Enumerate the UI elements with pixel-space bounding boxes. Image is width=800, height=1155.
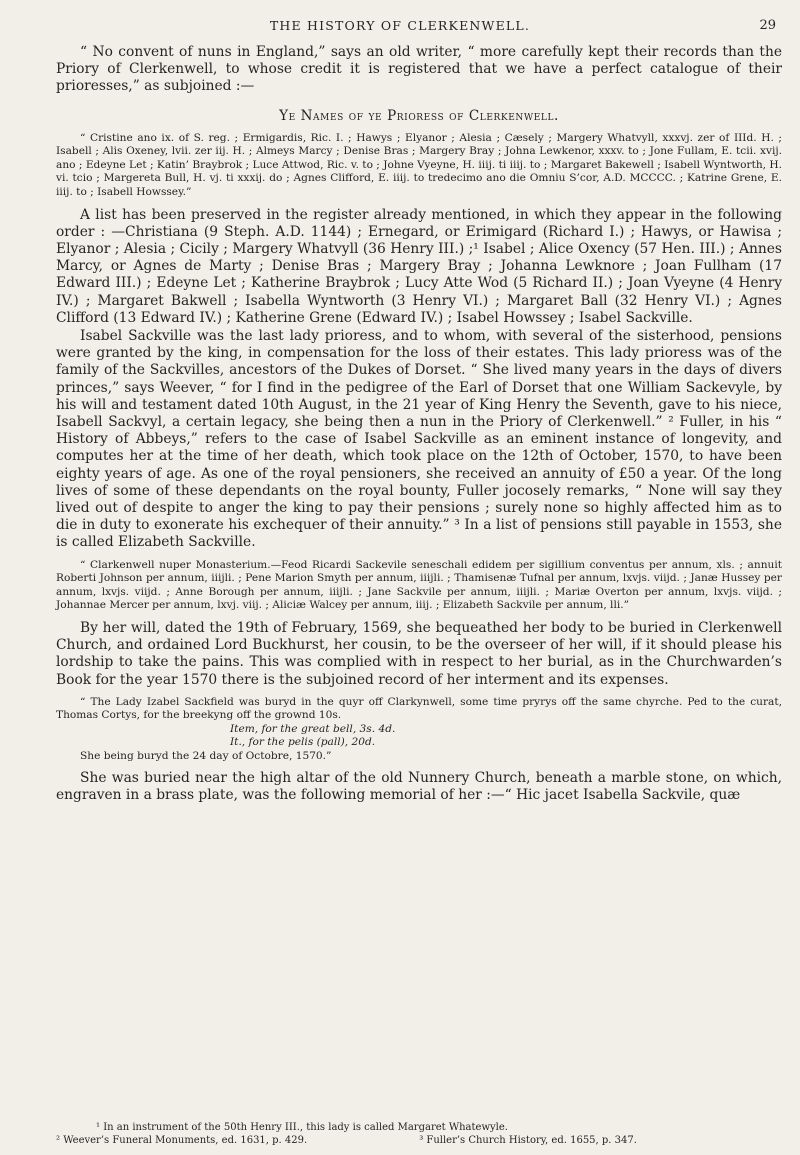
burial-record-end: She being buryd the 24 day of Octobre, 1570.” xyxy=(80,749,332,762)
paragraph-prioress-quote: “ Cristine ano ix. of S. reg. ; Ermigardis, Ric. I. ; Hawys ; Elyanor ; Alesia ; Cæsely ; Margery Whatvyll, xxxvj. zer of IIId. H. ; Isabell ; Alis Oxeney, lvii. zer iij. H. ; Almeys Marcy ; Denise Bras ; Margery Bray ; Johna Lewkenor, xxxv. to ; Jone Fullam, E. tcii. xvij. ano ; Edeyne Let ; Katin’ Braybrok ; Luce Attwod, Ric. v. to ; Johne Vyeyne, H. iiij. ti iiij. to ; Margaret Bakewell ; Isabell Wyntworth, H. vi. tcio ; Margereta Bull, H. vj. ti xxxij. do ; Agnes Clifford, E. iiij. to tredecimo ano die Omniu S’cor, A.D. MCCCC. ; Katrine Grene, E. iiij. to ; Isabell Howssey.” xyxy=(56,131,783,198)
paragraph-burial-record: “ The Lady Izabel Sackfield was buryd in the quyr off Clarkynwell, some time pryrys off the same chyrche. Ped to the curat, Thomas Cortys, for the breekyng off the grownd 10s. xyxy=(56,695,782,722)
paragraph-will: By her will, dated the 19th of February, 1569, she bequeathed her body to be buried in Clerkenwell Church, and ordained Lord Buckhurst, her cousin, to be the overseer of her will, if it should please his lordship to take the pains. This was complied with in respect to her burial, as in the Churchwarden’s Book for the year 1570 there is the subjoined record of her interment and its expenses. xyxy=(56,620,782,688)
section-heading: Ye Names of ye Prioress of Clerkenwell. xyxy=(279,107,559,124)
running-title: THE HISTORY OF CLERKENWELL. xyxy=(269,18,531,33)
paragraph-prioress-list: A list has been preserved in the register already mentioned, in which they appear in the following order : —Christiana (9 Steph. A.D. 1144) ; Ernegard, or Erimigard (Richard I.) ; Hawys, or Hawisa ; Elyanor ; Alesia ; Cicily ; Margery Whatvyll (36 Henry III.) ;¹ Isabel ; Alice Oxency (57 Hen. III.) ; Annes Marcy, or Agnes de Marty ; Denise Bras ; Margery Bray ; Johanna Lewknore ; Joan Fullham (17 Edward III.) ; Edeyne Let ; Katherine Braybrok ; Lucy Atte Wod (5 Richard II.) ; Joan Vyeyne (4 Henry IV.) ; Margaret Bakwell ; Isabella Wyntworth (3 Henry VI.) ; Margaret Ball (32 Henry VI.) ; Agnes Clifford (13 Edward IV.) ; Katherine Grene (Edward IV.) ; Isabel Howssey ; Isabel Sackville. xyxy=(56,206,782,326)
burial-record-item-pall: It., for the pelis (pall), 20d. xyxy=(230,736,376,749)
paragraph-sackville: Isabel Sackville was the last lady prioress, and to whom, with several of the sisterhood, pensions were granted by the king, in compensation for the loss of their estates. This lady prioress was of the family of the Sackvilles, ancestors of the Dukes of Dorset. “ She lived many years in the days of divers princes,” says Weever, “ for I find in the pedigree of the Earl of Dorset that one William Sackevyle, by his will and testament dated 10th August, in the 21 year of King Henry the Seventh, gave to his niece, Isabell Sackvyl, a certain legacy, she being then a nun in the Priory of Clerkenwell.” ² Fuller, in his “ History of Abbeys,” refers to the case of Isabel Sackville as an eminent instance of longevity, and computes her at the time of her death, which took place on the 12th of October, 1570, to have been eighty years of age. As one of the royal pensioners, she received an annuity of £50 a year. Of the long lives of some of these dependants on the royal bounty, Fuller jocosely remarks, “ None will say they lived out of despite to anger the king to pay their pensions ; surely none so highly affected him as to die in duty to exonerate his exchequer of their annuity.” ³ In a list of pensions still payable in 1553, she is called Elizabeth Sackville. xyxy=(56,328,782,551)
paragraph-memorial: She was buried near the high altar of the old Nunnery Church, beneath a marble stone, on which, engraven in a brass plate, was the following memorial of her :—“ Hic jacet Isabella Sackvile, quæ xyxy=(56,770,782,804)
burial-record-item-bell: Item, for the great bell, 3s. 4d. xyxy=(230,723,396,736)
footnotes xyxy=(56,1122,782,1147)
paragraph-intro: “ No convent of nuns in England,” says an old writer, “ more carefully kept their records than the Priory of Clerkenwell, to whose credit it is registered that we have a perfect catalogue of their prioresses,” as subjoined :— xyxy=(56,44,782,95)
footnote-3: ³ Fuller’s Church History, ed. 1655, p. 347. xyxy=(419,1134,637,1146)
footnote-row xyxy=(56,1135,782,1148)
paragraph-pensions-quote: “ Clarkenwell nuper Monasterium.—Feod Ricardi Sackevile seneschali edidem per sigillium conventus per annum, xls. ; annuit Roberti Johnson per annum, iiijli. ; Pene Marion Smyth per annum, iiijli. ; Thamisenæ Tufnal per annum, lxvjs. viijd. ; Janæ Hussey per annum, lxvjs. viijd. ; Anne Borough per annum, iiijli. ; Jane Sackvile per annum, iiijli. ; Mariæ Overton per annum, lxvjs. viijd. ; Johannae Mercer per annum, lxvj. viij. ; Aliciæ Walcey per annum, iiij. ; Elizabeth Sackvile per annum, lli.” xyxy=(56,558,782,612)
footnote-2: ² Weever’s Funeral Monuments, ed. 1631, p. 429. xyxy=(56,1134,308,1146)
running-header xyxy=(0,18,800,38)
page-number: 29 xyxy=(759,18,776,33)
footnote-1: ¹ In an instrument of the 50th Henry III., this lady is called Margaret Whatewyle. xyxy=(96,1122,508,1133)
burial-record-items xyxy=(80,723,782,763)
text-body xyxy=(56,44,782,805)
